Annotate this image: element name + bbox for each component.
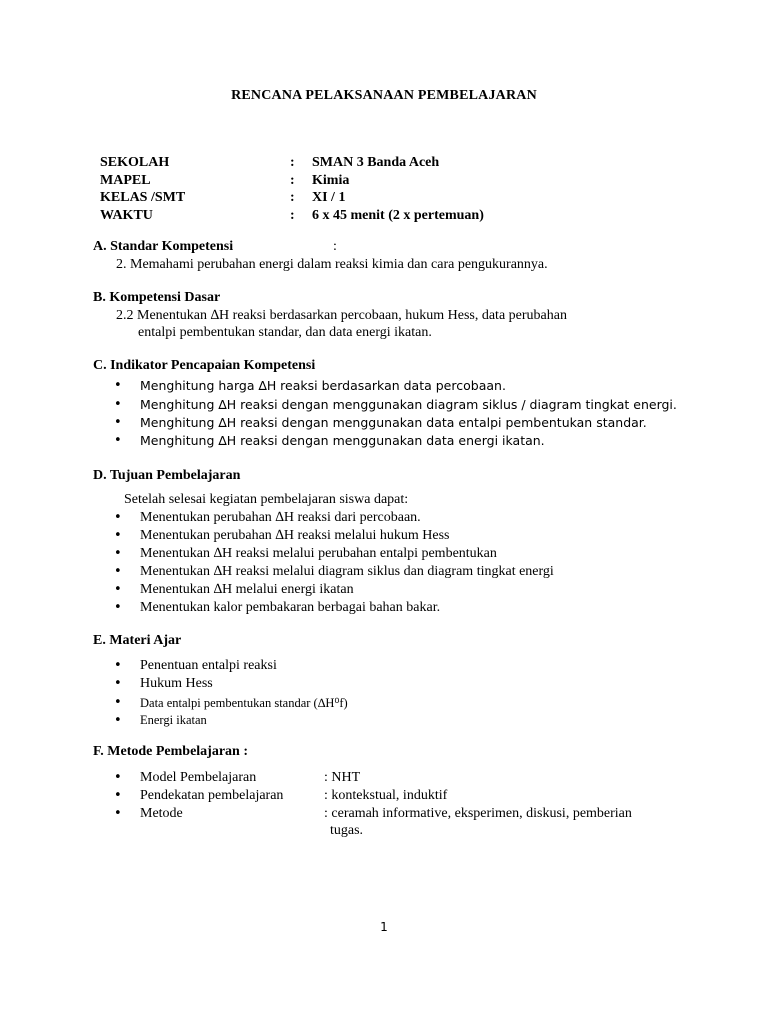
section-a-item: 2. Memahami perubahan energi dalam reaksi kimia dan cara pengukurannya.: [116, 257, 548, 272]
info-row-sekolah: [100, 154, 484, 172]
section-d-intro: Setelah selesai kegiatan pembelajaran siswa dapat:: [124, 492, 409, 507]
section-e-heading: E. Materi Ajar: [93, 633, 182, 648]
info-label: KELAS /SMT: [100, 190, 186, 205]
section-c-heading: C. Indikator Pencapaian Kompetensi: [93, 358, 316, 373]
method-label: Metode: [140, 806, 183, 821]
method-value: : NHT: [324, 770, 361, 785]
method-value: : kontekstual, induktif: [324, 788, 448, 803]
info-colon: :: [290, 155, 295, 170]
info-colon: :: [290, 190, 295, 205]
method-label: Pendekatan pembelajaran: [140, 788, 284, 803]
section-a-heading: A. Standar Kompetensi: [93, 239, 234, 254]
method-value-continuation: tugas.: [330, 823, 364, 838]
info-row-mapel: [100, 172, 484, 190]
section-d-heading: D. Tujuan Pembelajaran: [93, 468, 241, 483]
info-row-waktu: [100, 207, 484, 225]
info-row-kelas: [100, 189, 484, 207]
section-b-line-1: 2.2 Menentukan ∆H reaksi berdasarkan percobaan, hukum Hess, data perubahan: [116, 308, 567, 323]
info-colon: :: [290, 172, 295, 188]
info-label: SEKOLAH: [100, 155, 170, 170]
info-label: WAKTU: [100, 207, 153, 223]
info-colon: :: [290, 207, 295, 223]
info-value: Kimia: [312, 172, 350, 188]
section-a-colon: :: [333, 239, 337, 254]
method-label: Model Pembelajaran: [140, 770, 257, 785]
section-b-line-2: entalpi pembentukan standar, dan data energi ikatan.: [138, 325, 432, 340]
info-value: SMAN 3 Banda Aceh: [312, 155, 440, 170]
section-b-heading: B. Kompetensi Dasar: [93, 290, 221, 305]
document-page: RENCANA PELAKSANAAN PEMBELAJARAN SEKOLAH : SMAN 3 Banda Aceh MAPEL : Kimia KELAS /SMT : XI / 1 WAKTU : 6 x 45 menit (2 x pertemuan) A. Standar Kompetensi : 2. Memahami perubahan energi dalam reaksi kimia dan cara pengukurannya. B. Kompetensi Dasar 2.2 Menentukan ∆H reaksi berdasarkan percobaan, hukum Hess, data perubahan entalpi pembentukan standar, dan data energi ikatan. C. Indikator Pencapaian Kompetensi Menghitung harga ∆H reaksi berdasarkan data percobaan. Menghitung ∆H reaksi dengan menggunakan diagram siklus / diagram tingkat energi. Menghitung ∆H reaksi dengan menggunakan data entalpi pembentukan standar. Menghitung ∆H reaksi dengan menggunakan data energi ikatan. D. Tujuan Pembelajaran Setelah selesai kegiatan pembelajaran siswa dapat: Menentukan perubahan ∆H reaksi dari percobaan. Menentukan perubahan ∆H reaksi melalui hukum Hess Menentukan ∆H reaksi melalui perubahan entalpi pembentukan Menentukan ∆H reaksi melalui diagram siklus dan diagram tingkat energi Menentukan ∆H melalui energi ikatan Menentukan kalor pembakaran berbagai bahan bakar. E. Materi Ajar Penentuan entalpi reaksi Hukum Hess Data entalpi pembentukan standar (∆H⁰f) Energi ikatan F. Metode Pembelajaran : Model Pembelajaran : NHT Pendekatan pembelajaran : kontekstual, induktif Metode : ceramah informative, eksperimen, diskusi, pemberian tugas. 1: [0, 0, 768, 1024]
info-label: MAPEL: [100, 172, 151, 188]
page-title: RENCANA PELAKSANAAN PEMBELAJARAN: [231, 88, 537, 103]
info-value: XI / 1: [312, 190, 346, 205]
info-value: 6 x 45 menit (2 x pertemuan): [312, 207, 484, 223]
method-value: : ceramah informative, eksperimen, diskusi, pemberian: [324, 806, 632, 821]
page-number: 1: [380, 920, 388, 934]
info-table: [100, 154, 484, 224]
section-f-heading: F. Metode Pembelajaran :: [93, 744, 248, 759]
